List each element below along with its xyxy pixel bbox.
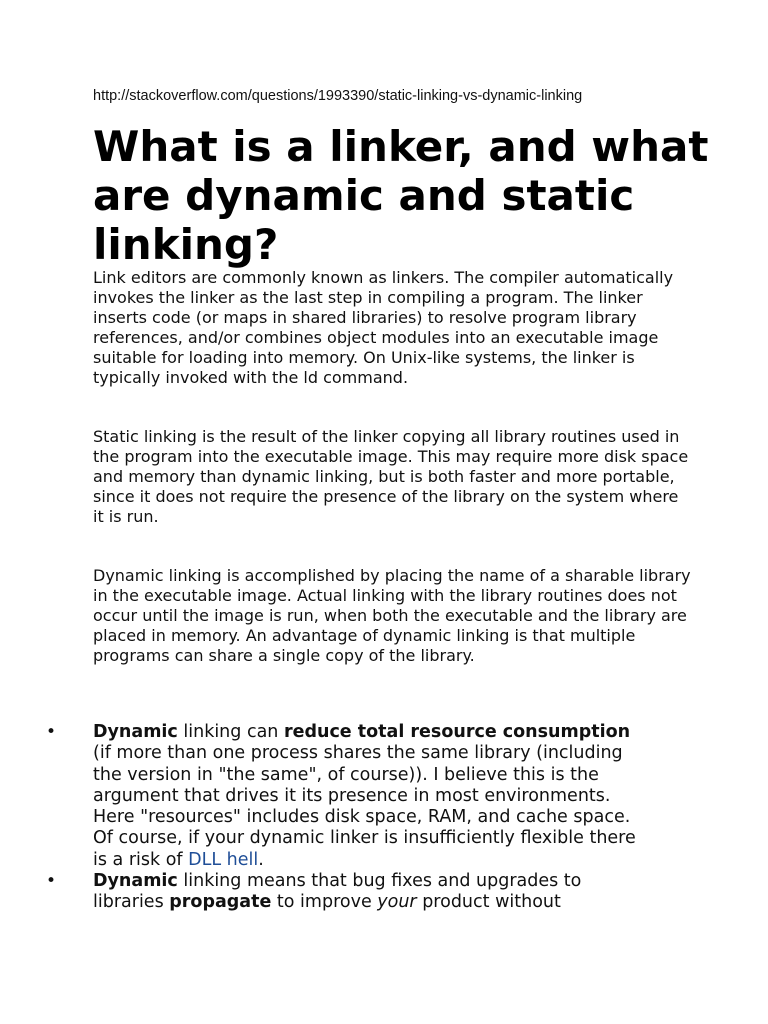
- bullet-text: linking means that bug fixes and upgrades to libraries: [93, 871, 582, 913]
- bullet-bold-text: Dynamic: [93, 722, 178, 742]
- bullet-icon: •: [46, 722, 57, 742]
- bullet-icon: •: [46, 871, 57, 892]
- bullet-text: to improve: [271, 892, 378, 913]
- bullet-bold-text: reduce total resource consumption: [283, 722, 631, 742]
- bullet-text: product without: [416, 892, 561, 913]
- bullet-text: (if more than one process shares the same library (including the version in "the same", of course)). I believe this is the argument that drives it its presence in most environments. Here "resources" includes disk space, RAM, and cache space. Of course, if your dynamic linker is insufficiently flexible there is a risk of: [93, 743, 636, 870]
- page-title: What is a linker, and what are dynamic and static linking?: [93, 122, 709, 269]
- bullet-italic-text: your: [377, 892, 417, 913]
- dll-hell-link[interactable]: DLL hell: [188, 849, 259, 870]
- paragraph-static-linking: Static linking is the result of the linker copying all library routines used in the program into the executable image. This may require more disk space and memory than dynamic linking, but is both faster and more portable, since it does not require the presence of the library on the system where it is run.: [93, 427, 689, 526]
- bullet-text: linking can: [177, 722, 284, 742]
- list-item: [0, 722, 653, 871]
- paragraph-linkers: Link editors are commonly known as linkers. The compiler automatically invokes the linker as the last step in compiling a program. The linker inserts code (or maps in shared libraries) to resolve program library references, and/or combines object modules into an executable image suitable for loading into memory. On Unix-like systems, the linker is typically invoked with the ld command.: [93, 268, 674, 387]
- bullet-bold-text: propagate: [169, 892, 272, 913]
- bullet-text: .: [258, 849, 264, 870]
- list-item: [0, 871, 653, 914]
- bullet-bold-text: Dynamic: [93, 871, 178, 892]
- bullet-list: [0, 722, 768, 914]
- source-url: http://stackoverflow.com/questions/1993390/static-linking-vs-dynamic-linking: [93, 88, 583, 104]
- paragraph-dynamic-linking: Dynamic linking is accomplished by placing the name of a sharable library in the executable image. Actual linking with the library routines does not occur until the image is run, when both the executable and the library are placed in memory. An advantage of dynamic linking is that multiple programs can share a single copy of the library.: [93, 566, 691, 665]
